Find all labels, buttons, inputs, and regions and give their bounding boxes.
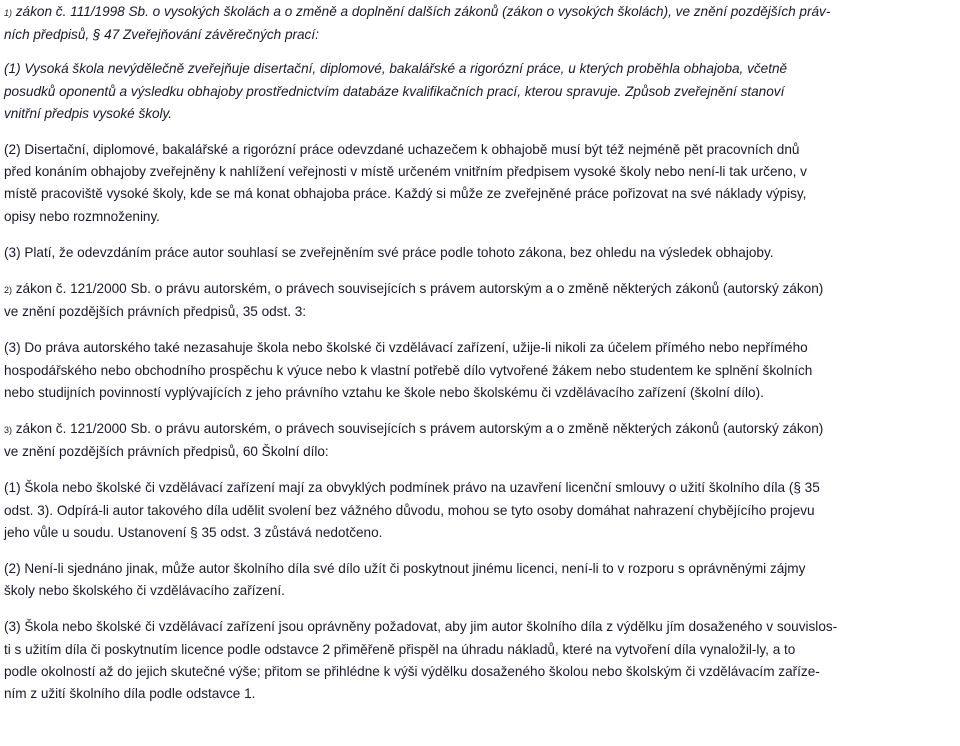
footnote-1-paragraph-3: (3) Platí, že odevzdáním práce autor souhlasí se zveřejněním své práce podle tohoto zákona, bez ohledu na výsledek obhajoby.	[4, 244, 774, 260]
footnote-3-heading-line: 3) zákon č. 121/2000 Sb. o právu autorském, o právech souvisejících s právem autorským a o změně některých zákonů (autorský zákon)	[4, 421, 824, 437]
footnote-2-heading-line: 2) zákon č. 121/2000 Sb. o právu autorském, o právech souvisejících s právem autorským a o změně některých zákonů (autorský zákon)	[4, 281, 824, 297]
footnote-1-heading-line: ních předpisů, § 47 Zveřejňování závěrečných prací:	[4, 27, 319, 43]
footnote-3-heading-line: ve znění pozdějších právních předpisů, 60 Školní dílo:	[4, 444, 329, 460]
footnote-3-paragraph-1: (1) Škola nebo školské či vzdělávací zařízení mají za obvyklých podmínek právo na uzavření licenční smlouvy o užití školního díla (§ 35 odst. 3). Odpírá-li autor takového díla udělit svolení bez vážného důvodu, mohou se tyto osoby domáhat nahrazení chybějícího projevu jeho vůle u soudu. Ustanovení § 35 odst. 3 zůstává nedotčeno.	[4, 480, 820, 540]
footnote-3-paragraph-2: (2) Není-li sjednáno jinak, může autor školního díla své dílo užít či poskytnout jinému licenci, není-li to v rozporu s oprávněnými zájmy školy nebo školského či vzdělávacího zařízení.	[4, 561, 806, 599]
footnote-1-paragraph-2: (2) Disertační, diplomové, bakalářské a rigorózní práce odevzdané uchazečem k obhajobě musí být též nejméně pět pracovních dnů před konáním obhajoby zveřejněny k nahlížení veřejnosti v místě určeném vnitřním předpisem vysoké školy nebo není-li tak určeno, v místě pracoviště vysoké školy, kde se má konat obhajoba práce. Každý si může ze zveřejněné práce pořizovat na své náklady výpisy, opisy nebo rozmnoženiny.	[4, 142, 807, 224]
footnote-3-paragraph-3: (3) Škola nebo školské či vzdělávací zařízení jsou oprávněny požadovat, aby jim autor školního díla z výdělku jím dosaženého v souvislos- ti s užitím díla či poskytnutím licence podle odstavce 2 přiměřeně přispěl na úhradu nákladů, které na vytvoření díla vynaložil-ly, a to podle okolností až do jejich skutečné výše; přitom se přihlédne k výši výdělku dosaženého školou nebo školským či vzdělávacím zaříze- ním z užití školního díla podle odstavce 1.	[4, 619, 838, 702]
footnote-2-heading-line: ve znění pozdějších právních předpisů, 35 odst. 3:	[4, 304, 307, 320]
footnote-3-number: 3)	[4, 425, 12, 436]
footnote-1-paragraph-1: (1) Vysoká škola nevýdělečně zveřejňuje disertační, diplomové, bakalářské a rigorózní práce, u kterých proběhla obhajoba, včetně posudků oponentů a výsledku obhajoby prostřednictvím databáze kvalifikačních prací, kterou spravuje. Způsob zveřejnění stanoví vnitřní předpis vysoké školy.	[4, 61, 788, 121]
footnote-1-number: 1)	[4, 8, 12, 18]
footnote-2	[4, 278, 957, 323]
footnote-2-paragraph-1: (3) Do práva autorského také nezasahuje škola nebo školské či vzdělávací zařízení, užije-li nikoli za účelem přímého nebo nepřímého hospodářského nebo obchodního prospěchu k výuce nebo k vlastní potřebě dílo vytvořené žákem nebo studentem ke splnění školních nebo studijních povinností vyplývajících z jeho právního vztahu ke škole nebo školskému či vzdělávacího zařízení (školní dílo).	[4, 340, 813, 400]
footnote-3	[4, 418, 957, 463]
footnote-2-number: 2)	[4, 285, 12, 296]
footnote-1	[4, 1, 957, 46]
footnote-1-heading-line: 1) zákon č. 111/1998 Sb. o vysokých školách a o změně a doplnění dalších zákonů (zákon o vysokých školách), ve znění pozdějších práv-	[4, 4, 831, 19]
